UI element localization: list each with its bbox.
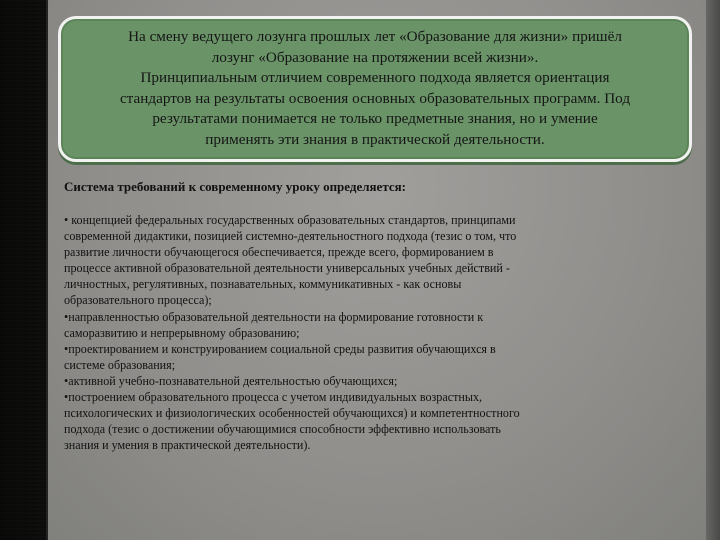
body-line: •активной учебно-познавательной деятельностью обучающихся;: [64, 373, 398, 388]
body-line: подхода (тезис о достижении обучающимися способности эффективно использовать: [64, 422, 501, 437]
body-line: знания и умения в практической деятельности).: [64, 438, 311, 453]
callout-line: результатами понимается не только предметные знания, но и умение: [152, 110, 598, 127]
body-line: развитие личности обучающегося обеспечивается, прежде всего, формированием в: [64, 245, 494, 260]
body-line: современной дидактики, позицией системно-деятельностного подхода (тезис о том, что: [64, 229, 517, 244]
decorative-right-strip: [706, 0, 720, 540]
requirements-text: [64, 212, 694, 453]
body-line: образовательного процесса);: [64, 293, 212, 308]
callout-line: Принципиальным отличием современного подхода является ориентация: [140, 69, 610, 86]
callout-line: На смену ведущего лозунга прошлых лет «Образование для жизни» пришёл: [128, 28, 622, 45]
body-line: саморазвитию и непрерывному образованию;: [64, 325, 300, 340]
body-line: психологических и физиологических особенностей обучающихся) и компетентностного: [64, 406, 520, 421]
callout-box: [58, 16, 692, 162]
body-line: личностных, регулятивных, познавательных, коммуникативных - как основы: [64, 277, 462, 292]
body-line: •проектированием и конструированием социальной среды развития обучающихся в: [64, 341, 496, 356]
body-line: системе образования;: [64, 357, 176, 372]
callout-line: лозунг «Образование на протяжении всей жизни».: [211, 48, 539, 66]
body-line: •направленностью образовательной деятельности на формирование готовности к: [64, 309, 484, 324]
callout-line: стандартов на результаты освоения основных образовательных программ. Под: [119, 89, 631, 107]
callout-line: применять эти знания в практической деятельности.: [205, 130, 545, 148]
body-line: процессе активной образовательной деятельности универсальных учебных действий -: [64, 261, 510, 276]
body-line: • концепцией федеральных государственных образовательных стандартов, принципами: [64, 213, 516, 227]
body-line: •построением образовательного процесса с учетом индивидуальных возрастных,: [64, 390, 483, 405]
section-title: Система требований к современному уроку определяется:: [64, 179, 407, 194]
decorative-left-strip: [0, 0, 48, 540]
